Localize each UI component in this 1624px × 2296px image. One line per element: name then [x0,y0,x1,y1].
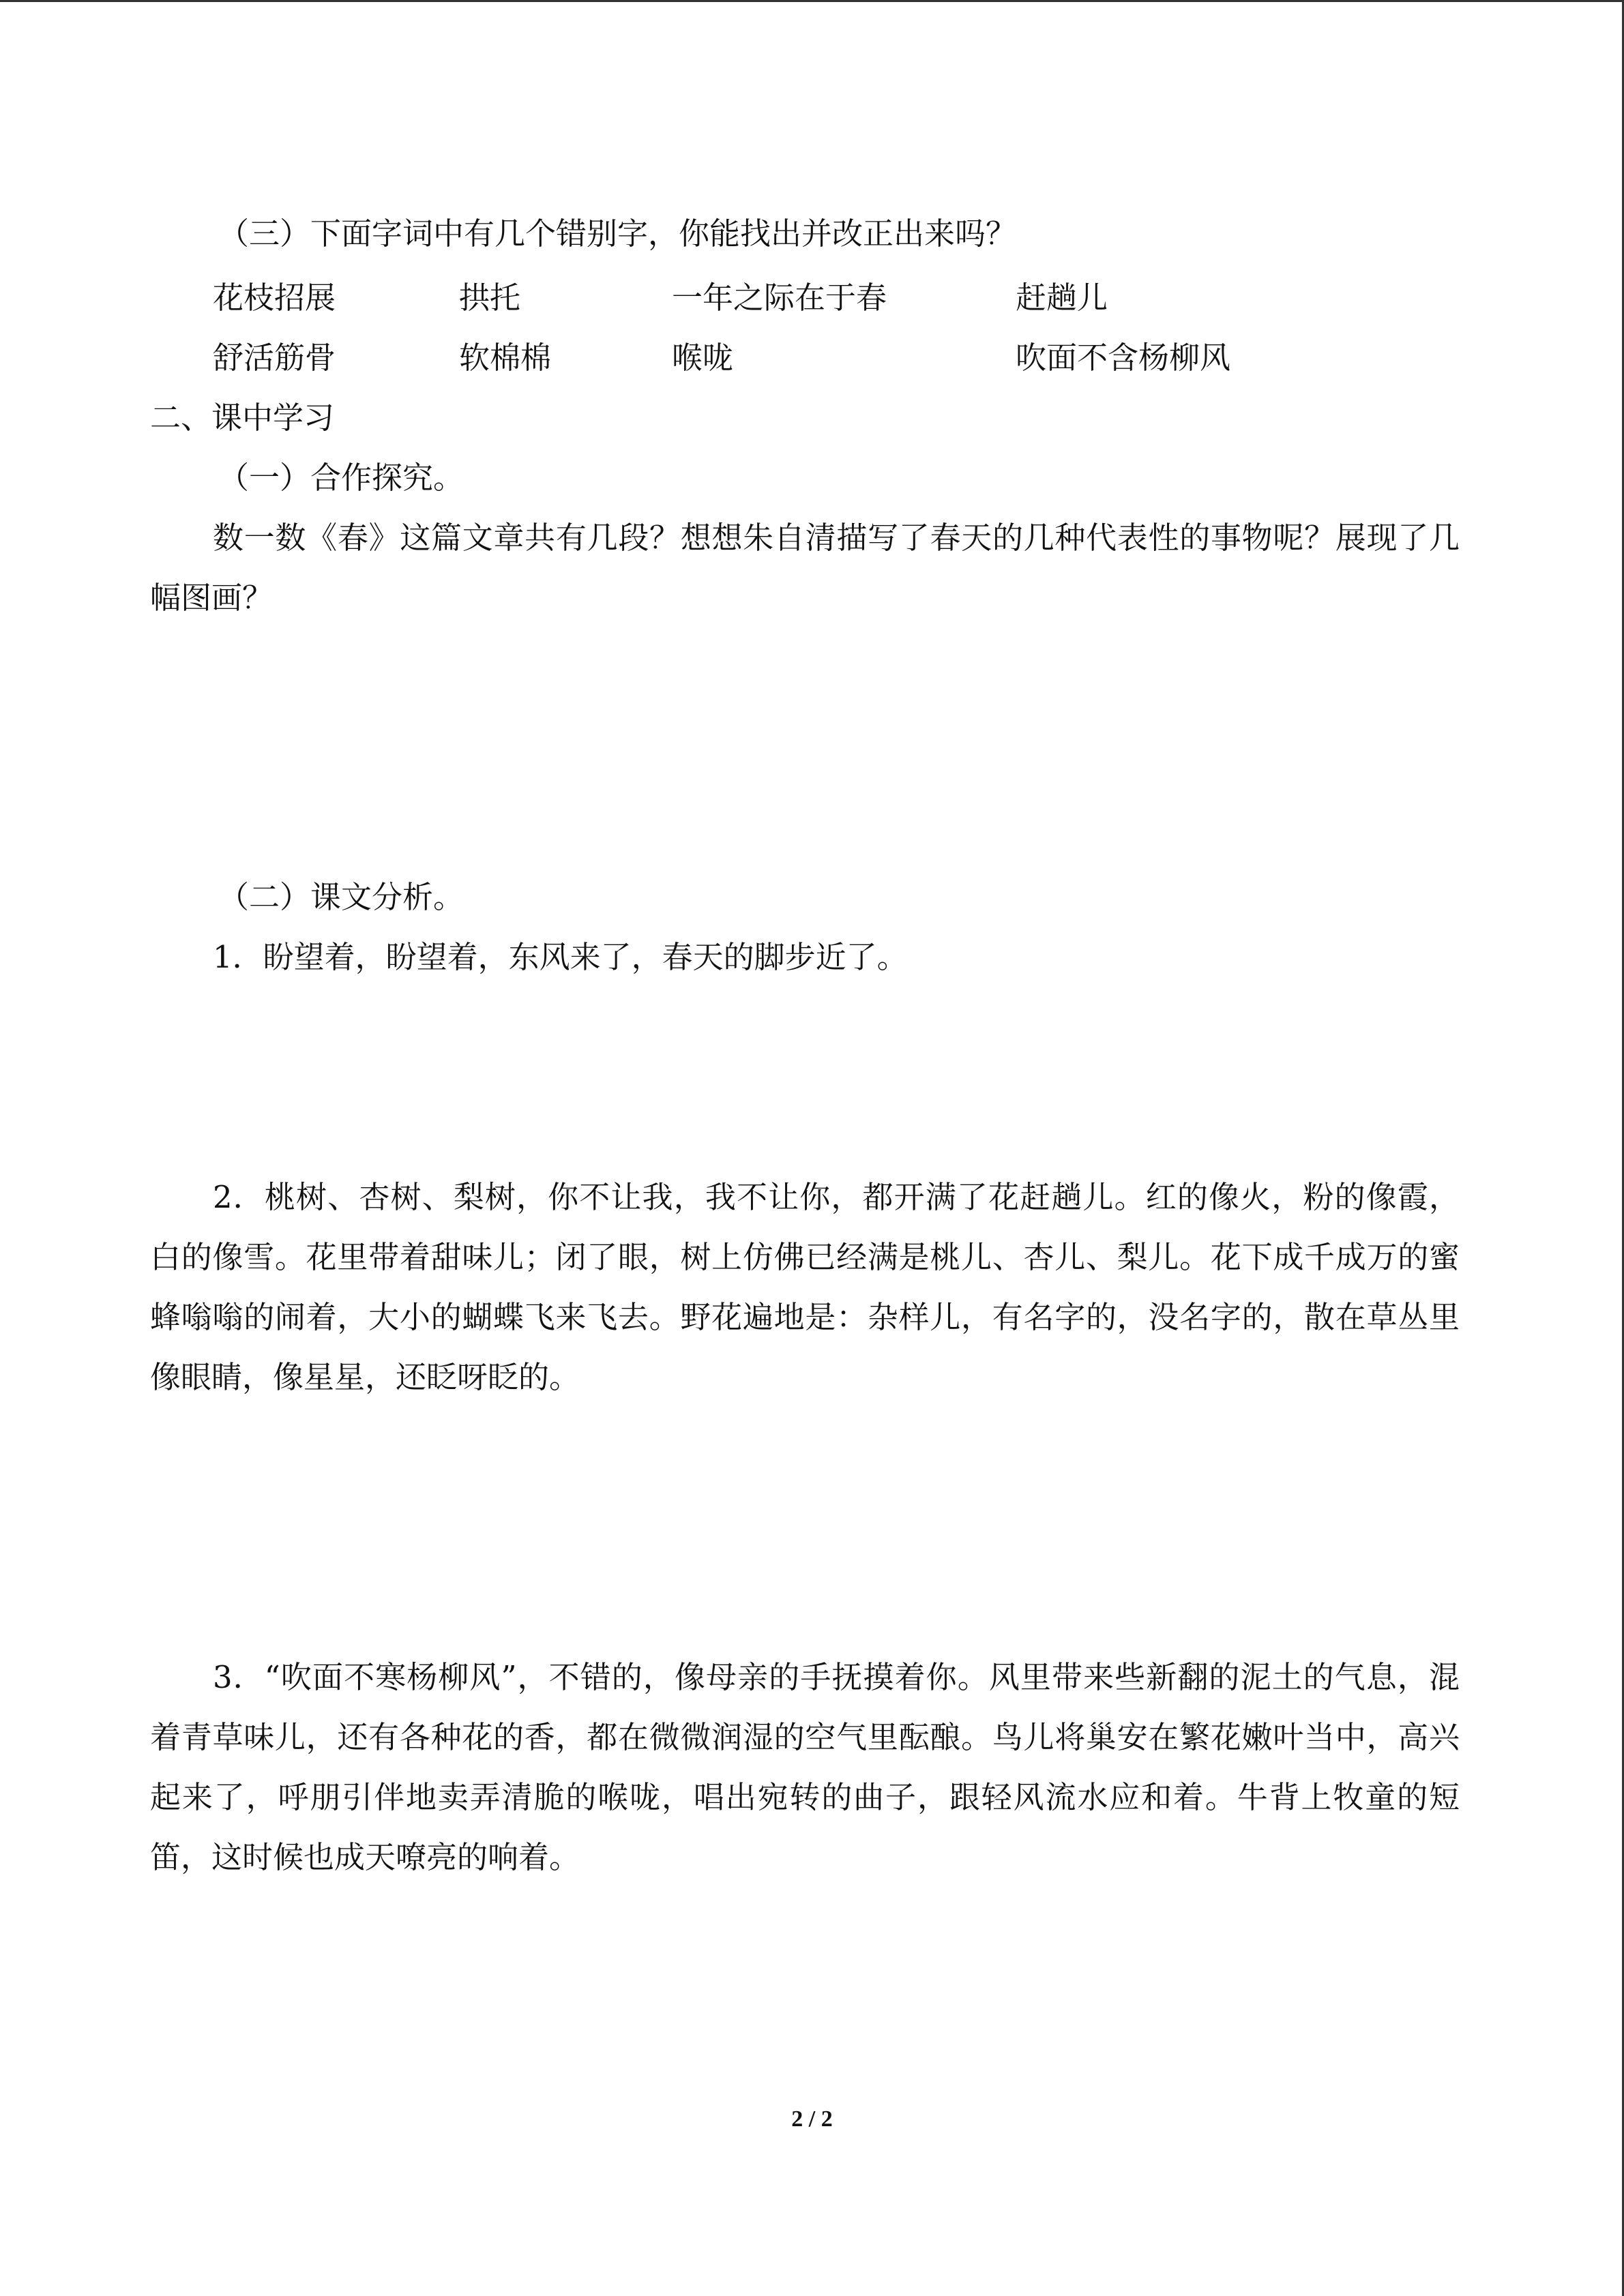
analysis-item-1: 1．盼望着，盼望着，东风来了，春天的脚步近了。 [213,939,908,975]
word-item: 软棉棉 [459,340,552,376]
sub-1-heading: （一）合作探究。 [218,460,464,496]
analysis-item-2: 2．桃树、杏树、梨树，你不让我，我不让你，都开满了花赶趟儿。红的像火，粉的像霞，白的像雪。花里带着甜味儿；闭了眼，树上仿佛已经满是桃儿、杏儿、梨儿。花下成千成万的蜜蜂嗡嗡的闹着，大小的蝴蝶飞来飞去。野花遍地是：杂样儿，有名字的，没名字的，散在草丛里像眼睛，像星星，还眨呀眨的。 [150,1179,1460,1395]
word-item: 赶趟儿 [1016,280,1108,316]
word-item: 一年之际在于春 [672,280,887,316]
page-number: 2 / 2 [791,2106,833,2132]
sub-2-heading: （二）课文分析。 [218,879,464,915]
word-item: 吹面不含杨柳风 [1016,340,1231,376]
word-item: 舒活筋骨 [213,340,336,376]
analysis-item-3: 3．“吹面不寒杨柳风”，不错的，像母亲的手抚摸着你。风里带来些新翻的泥土的气息，混着青草味儿，还有各种花的香，都在微微润湿的空气里酝酿。鸟儿将巢安在繁花嫩叶当中，高兴起来了，呼朋引伴地卖弄清脆的喉咙，唱出宛转的曲子，跟轻风流水应和着。牛背上牧童的短笛，这时候也成天嘹亮的响着。 [150,1659,1460,1875]
word-item: 花枝招展 [213,280,336,316]
part-2-heading: 二、课中学习 [150,400,335,436]
word-item: 喉咙 [672,340,734,376]
sub-1-question: 数一数《春》这篇文章共有几段？想想朱自清描写了春天的几种代表性的事物呢？展现了几幅图画？ [150,520,1460,616]
section-3-heading: （三）下面字词中有几个错别字，你能找出并改正出来吗？ [218,215,1017,252]
word-item: 拱托 [459,280,521,316]
